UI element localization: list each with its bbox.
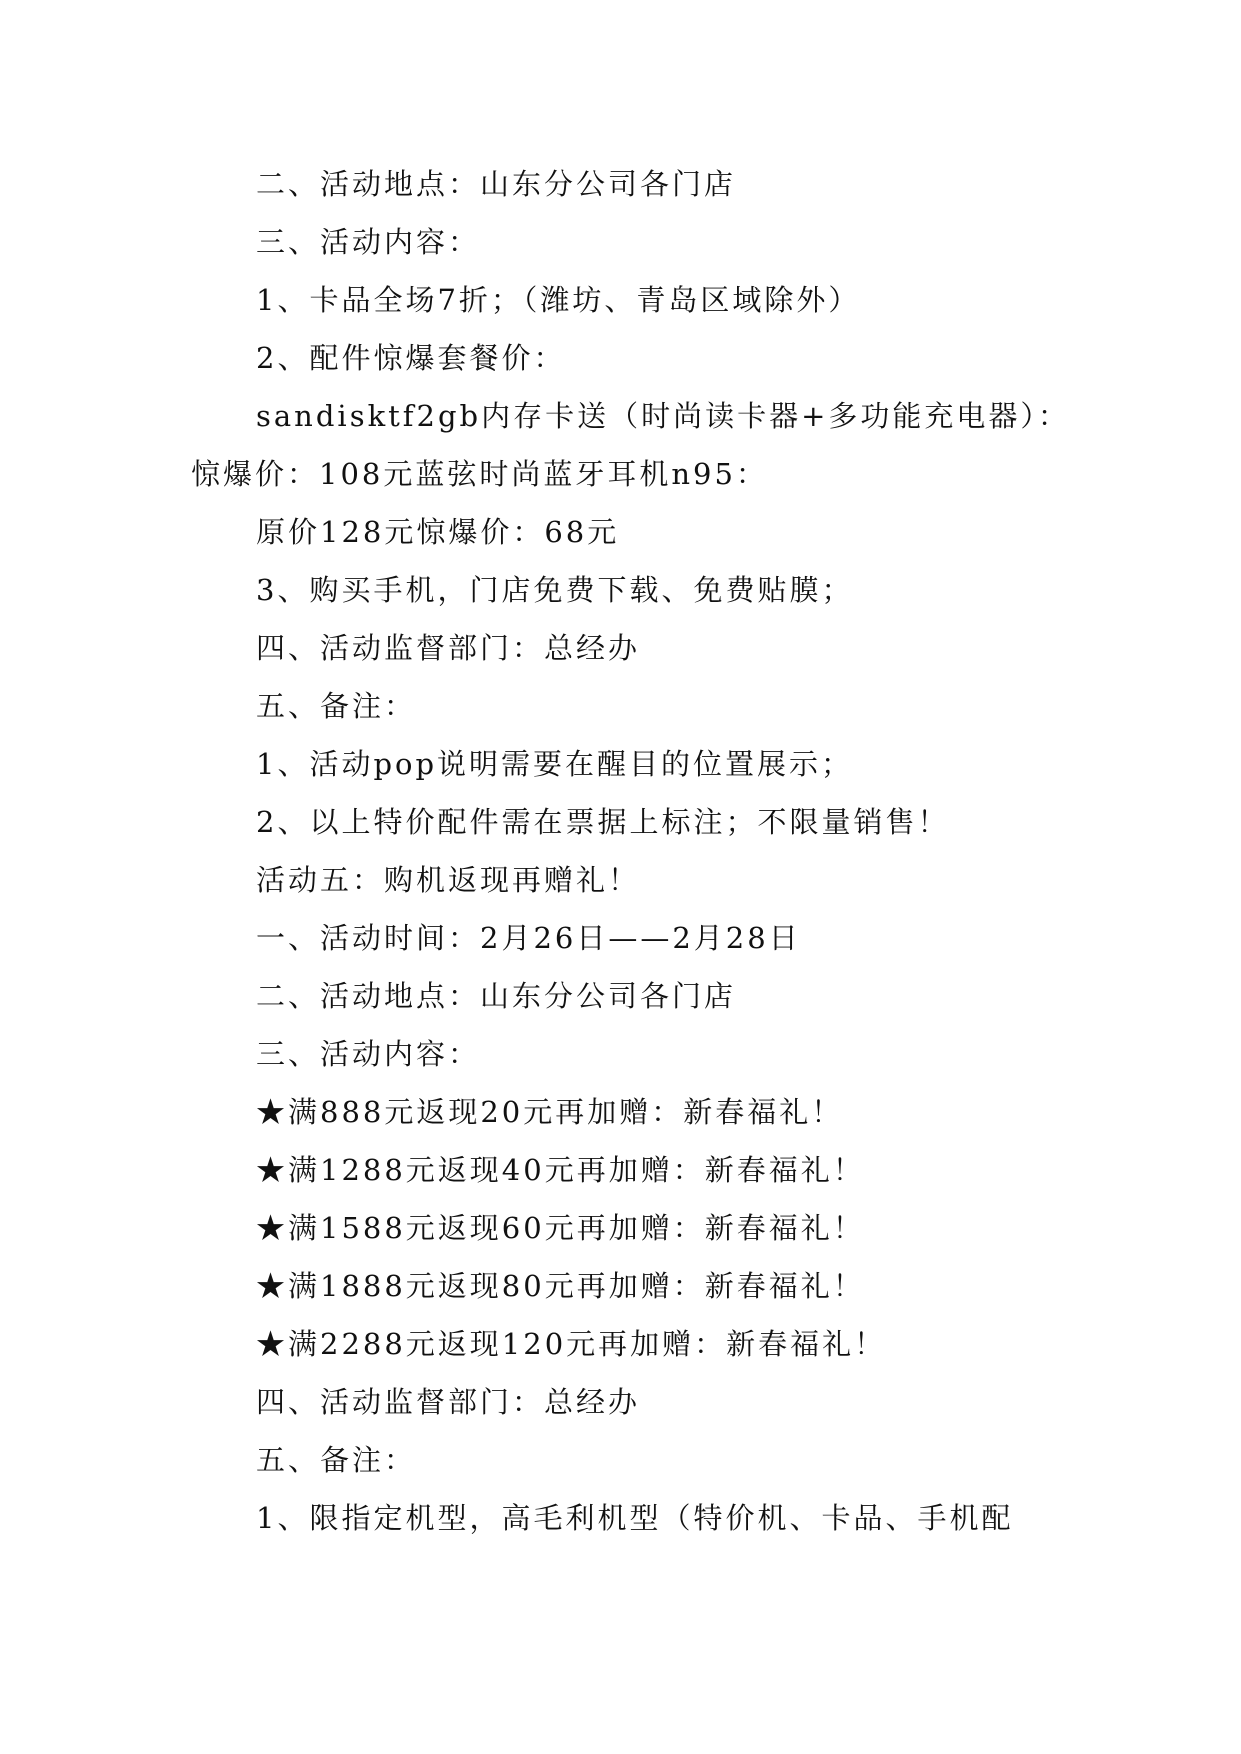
text-line: ★满1888元返现80元再加赠：新春福礼！ (256, 1269, 865, 1303)
text-line: 四、活动监督部门：总经办 (256, 1385, 641, 1419)
text-line: ★满1288元返现40元再加赠：新春福礼！ (256, 1153, 865, 1187)
text-line: ★满2288元返现120元再加赠：新春福礼！ (256, 1327, 887, 1361)
text-line: 惊爆价：108元蓝弦时尚蓝牙耳机n95： (191, 457, 768, 491)
text-line: 四、活动监督部门：总经办 (256, 631, 641, 665)
text-line: 三、活动内容： (256, 1037, 481, 1071)
text-line: ★满888元返现20元再加赠：新春福礼！ (256, 1095, 844, 1129)
text-line: 原价128元惊爆价：68元 (256, 515, 620, 549)
text-line: sandisktf2gb内存卡送（时尚读卡器+多功能充电器）： (256, 399, 1070, 433)
text-line: 一、活动时间：2月26日——2月28日 (256, 921, 801, 955)
text-line: 1、限指定机型，高毛利机型（特价机、卡品、手机配 (256, 1501, 1014, 1535)
text-line: 活动五：购机返现再赠礼！ (256, 863, 641, 897)
text-line: 2、以上特价配件需在票据上标注；不限量销售！ (256, 805, 950, 839)
text-line: 二、活动地点：山东分公司各门店 (256, 167, 737, 201)
text-line: 五、备注： (256, 689, 417, 723)
text-line: 三、活动内容： (256, 225, 481, 259)
text-line: 1、活动pop说明需要在醒目的位置展示； (256, 747, 854, 781)
text-line: 二、活动地点：山东分公司各门店 (256, 979, 737, 1013)
text-line: 2、配件惊爆套餐价： (256, 341, 566, 375)
text-line: 3、购买手机，门店免费下载、免费贴膜； (256, 573, 854, 607)
text-line: ★满1588元返现60元再加赠：新春福礼！ (256, 1211, 865, 1245)
text-line: 1、卡品全场7折；（潍坊、青岛区域除外） (256, 283, 861, 317)
text-line: 五、备注： (256, 1443, 417, 1477)
